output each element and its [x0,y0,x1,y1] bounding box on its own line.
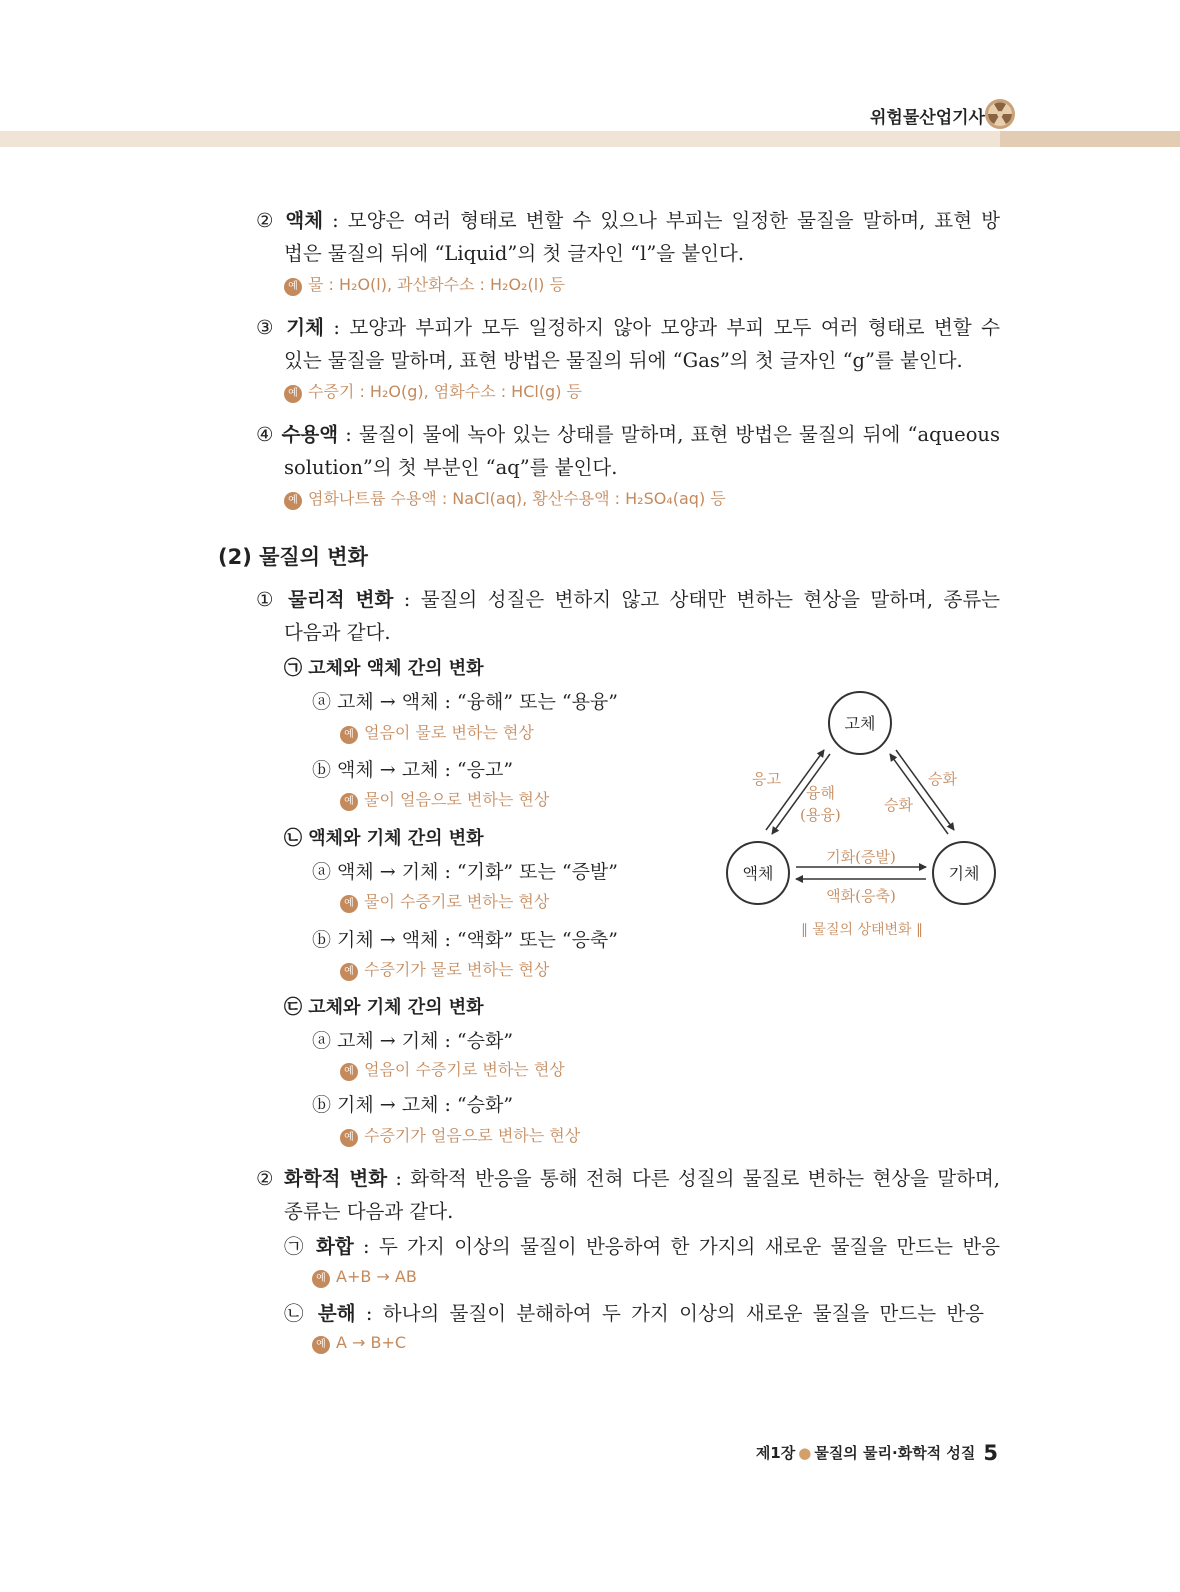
aqueous-example: 예 염화나트륨 수용액 : NaCl(aq), 황산수용액 : H₂SO₄(aq) 등 [284,487,726,511]
footer-title: 물질의 물리·화학적 성질 [814,1444,976,1462]
node-gas [933,842,995,904]
label-melting2: (용융) [800,806,841,824]
svg-text:기체: 기체 [948,864,980,883]
state-change-diagram [720,680,1010,950]
group-liquid-gas-title: ㉡ 액체와 기체 간의 변화 [284,828,484,849]
label-freezing: 응고 [752,770,781,788]
liquid-example: 예 물 : H₂O(l), 과산화수소 : H₂O₂(l) 등 [284,273,565,297]
gas-example: 예 수증기 : H₂O(g), 염화수소 : HCl(g) 등 [284,380,582,404]
svg-text:고체: 고체 [844,714,876,733]
liquid-line1: ② 액체 : 모양은 여러 형태로 변할 수 있으나 부피는 일정한 물질을 말하며, 표현 방 [256,209,1000,232]
melting-example: 예 얼음이 물로 변하는 현상 [340,721,534,745]
svg-text:액체: 액체 [742,864,774,883]
label-condensation: 액화(응축) [826,887,896,905]
condensation-item: ⓑ 기체 → 액체 : “액화” 또는 “응축” [312,929,618,951]
vaporization-example: 예 물이 수증기로 변하는 현상 [340,890,549,914]
section-title: (2) 물질의 변화 [218,545,368,569]
diagram-caption: ∥ 물질의 상태변화 ∥ [800,922,924,938]
deposition-item: ⓑ 기체 → 고체 : “승화” [312,1094,514,1116]
group-solid-gas-title: ㉢ 고체와 기체 간의 변화 [284,997,484,1018]
freezing-example: 예 물이 얼음으로 변하는 현상 [340,788,549,812]
footer-dot-icon: ● [798,1444,812,1462]
deposition-example: 예 수증기가 얼음으로 변하는 현상 [340,1124,580,1148]
header-tab [1000,131,1180,147]
page-number: 5 [983,1441,998,1465]
aqueous-line2: solution”의 첫 부분인 “aq”를 붙인다. [284,456,618,479]
sublimation-example: 예 얼음이 수증기로 변하는 현상 [340,1058,565,1082]
decomposition-example: 예 A → B+C [312,1331,406,1355]
label-sublimation-in: 승화 [884,796,913,814]
physical-line1: ① 물리적 변화 : 물질의 성질은 변하지 않고 상태만 변하는 현상을 말하며, 종류는 [256,588,1000,611]
decomposition-item: ㉡ 분해 : 하나의 물질이 분해하여 두 가지 이상의 새로운 물질을 만드는 반응 [284,1302,985,1325]
freezing-item: ⓑ 액체 → 고체 : “응고” [312,759,514,781]
physical-line2: 다음과 같다. [284,621,391,644]
node-liquid [727,842,789,904]
label-vaporization: 기화(증발) [826,848,896,866]
liquid-line2: 법은 물질의 뒤에 “Liquid”의 첫 글자인 “l”을 붙인다. [284,242,745,265]
combination-item: ㉠ 화합 : 두 가지 이상의 물질이 반응하여 한 가지의 새로운 물질을 만드는 반응 [284,1235,1000,1258]
radiation-icon [984,98,1016,130]
sublimation-item: ⓐ 고체 → 기체 : “승화” [312,1030,514,1052]
gas-line2: 있는 물질을 말하며, 표현 방법은 물질의 뒤에 “Gas”의 첫 글자인 “g”를 붙인다. [284,349,963,372]
chemical-line1: ② 화학적 변화 : 화학적 반응을 통해 전혀 다른 성질의 물질로 변하는 현상을 말하며, [256,1167,1000,1190]
group-solid-liquid-title: ㉠ 고체와 액체 간의 변화 [284,658,484,679]
combination-example: 예 A+B → AB [312,1265,417,1289]
melting-item: ⓐ 고체 → 액체 : “융해” 또는 “용융” [312,691,618,713]
node-solid [829,692,891,754]
condensation-example: 예 수증기가 물로 변하는 현상 [340,958,549,982]
chemical-line2: 종류는 다음과 같다. [284,1200,454,1223]
gas-line1: ③ 기체 : 모양과 부피가 모두 일정하지 않아 모양과 부피 모두 여러 형태로 변할 수 [256,316,1000,339]
footer-chapter: 제1장 [755,1444,796,1462]
label-sublimation-out: 승화 [928,770,957,788]
example-badge: 예 [284,385,302,403]
page-footer [756,1441,998,1465]
aqueous-line1: ④ 수용액 : 물질이 물에 녹아 있는 상태를 말하며, 표현 방법은 물질의 뒤에 “aqueous [256,423,1000,446]
label-melting: 융해 [806,784,835,802]
vaporization-item: ⓐ 액체 → 기체 : “기화” 또는 “증발” [312,861,618,883]
header-title: 위험물산업기사 [870,108,985,128]
example-badge: 예 [284,492,302,510]
arrow-sublimation-out [896,750,954,830]
example-badge: 예 [284,278,302,296]
arrow-sublimation-in [890,754,948,834]
